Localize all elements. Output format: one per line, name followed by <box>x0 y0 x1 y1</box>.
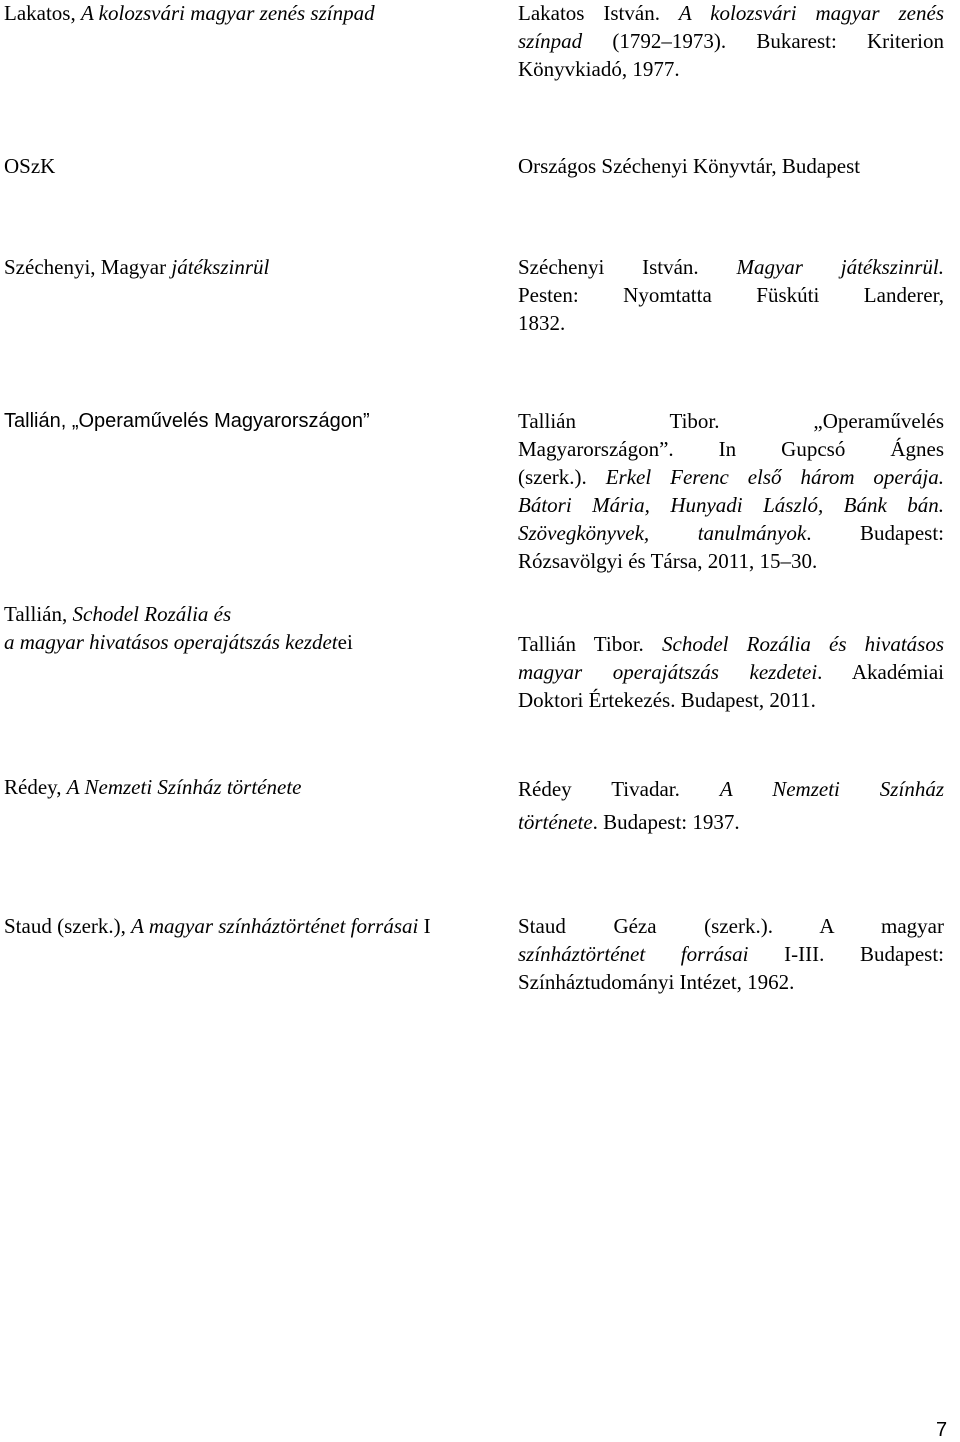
text-line <box>518 940 944 968</box>
abbreviation-szechenyi <box>4 253 504 281</box>
text: Doktori Értekezés. Budapest, 2011. <box>518 688 816 712</box>
reference-lakatos <box>518 0 944 83</box>
text-line <box>518 407 944 435</box>
italic-text: A Nemzeti Színház története <box>66 775 302 799</box>
text: . Budapest: <box>806 521 944 545</box>
text-line <box>518 0 944 27</box>
italic-text: története <box>518 810 593 834</box>
reference-szechenyi <box>518 253 944 337</box>
text: Pesten: Nyomtatta Füskúti Landerer, <box>518 283 944 307</box>
italic-text: Schodel Rozália és <box>72 602 232 626</box>
italic-text: Magyar játékszinrül. <box>736 255 944 279</box>
text-line <box>518 547 944 575</box>
italic-text: A Nemzeti Színház <box>719 777 944 801</box>
italic-text: magyar operajátszás kezdetei <box>518 660 818 684</box>
text: Széchenyi István. <box>518 255 737 279</box>
text-line <box>518 55 944 83</box>
text-line <box>518 658 944 686</box>
text-line <box>518 912 944 940</box>
text-line <box>518 630 944 658</box>
text-line <box>4 253 504 281</box>
text-line <box>518 968 944 996</box>
text-line <box>518 435 944 463</box>
abbreviation-tallian-operamuveles <box>4 407 504 435</box>
reference-tallian-schodel <box>518 630 944 714</box>
text: ei <box>337 630 353 654</box>
text: I <box>418 914 431 938</box>
italic-text: Schodel Rozália és hivatásos <box>662 632 944 656</box>
text-line <box>4 152 504 180</box>
text-line <box>518 491 944 519</box>
text: . Budapest: 1937. <box>592 810 740 834</box>
text: Magyarországon”. In Gupcsó Ágnes <box>518 437 944 461</box>
reference-oszk <box>518 152 944 180</box>
text: Színháztudományi Intézet, 1962. <box>518 970 795 994</box>
text: Staud (szerk.), <box>4 914 132 938</box>
text-line <box>518 806 944 839</box>
abbreviation-lakatos <box>4 0 504 27</box>
abbreviation-staud <box>4 912 504 940</box>
text: OSzK <box>4 154 56 178</box>
abbreviation-tallian-schodel <box>4 600 504 656</box>
text-line <box>4 912 504 940</box>
italic-text: Erkel Ferenc első három operája. <box>605 465 945 489</box>
text: (1792–1973). Bukarest: Kriterion <box>582 29 944 53</box>
text-line <box>4 773 504 801</box>
text-line <box>518 519 944 547</box>
italic-text: Szövegkönyvek, tanulmányok <box>518 521 807 545</box>
text: Rédey, <box>4 775 67 799</box>
text: Tallián, <box>4 602 73 626</box>
text: Lakatos, <box>4 1 81 25</box>
text-line <box>518 253 944 281</box>
italic-text: A kolozsvári magyar zenés <box>678 1 944 25</box>
text-line <box>518 281 944 309</box>
text: Staud Géza (szerk.). A magyar <box>518 914 944 938</box>
text-line <box>4 628 504 656</box>
text-line <box>4 600 504 628</box>
italic-text: Bátori Mária, Hunyadi László, Bánk bán. <box>518 493 944 517</box>
text: Tallián Tibor. <box>518 632 662 656</box>
italic-text: színháztörténet forrásai <box>518 942 749 966</box>
text: Tallián Tibor. „Operaművelés <box>518 409 944 433</box>
text: Rédey Tivadar. <box>518 777 720 801</box>
page-number: 7 <box>936 1419 948 1441</box>
text-line <box>518 686 944 714</box>
text-line <box>518 27 944 55</box>
text: Rózsavölgyi és Társa, 2011, 15–30. <box>518 549 818 573</box>
italic-text: A magyar színháztörténet forrásai <box>131 914 419 938</box>
text: I-III. Budapest: <box>748 942 944 966</box>
text: (szerk.). <box>518 465 606 489</box>
text-line <box>4 407 504 435</box>
reference-redey <box>518 773 944 839</box>
text: Széchenyi, Magyar <box>4 255 172 279</box>
text-line <box>518 309 944 337</box>
text: . Akadémiai <box>817 660 944 684</box>
italic-text: a magyar hivatásos operajátszás kezdet <box>4 630 338 654</box>
text: 1832. <box>518 311 566 335</box>
reference-staud <box>518 912 944 996</box>
abbreviation-redey <box>4 773 504 801</box>
text-line <box>518 773 944 806</box>
text-line <box>518 152 944 180</box>
abbreviation-oszk <box>4 152 504 180</box>
text: Lakatos István. <box>518 1 679 25</box>
text: Könyvkiadó, 1977. <box>518 57 680 81</box>
text-line <box>4 0 504 27</box>
italic-text: A kolozsvári magyar zenés színpad <box>80 1 375 25</box>
italic-text: játékszinrül <box>171 255 270 279</box>
text-line <box>518 463 944 491</box>
text: Országos Széchenyi Könyvtár, Budapest <box>518 154 861 178</box>
italic-text: színpad <box>518 29 583 53</box>
reference-tallian-operamuveles <box>518 407 944 575</box>
text: Tallián, „Operaművelés Magyarországon” <box>4 410 370 432</box>
